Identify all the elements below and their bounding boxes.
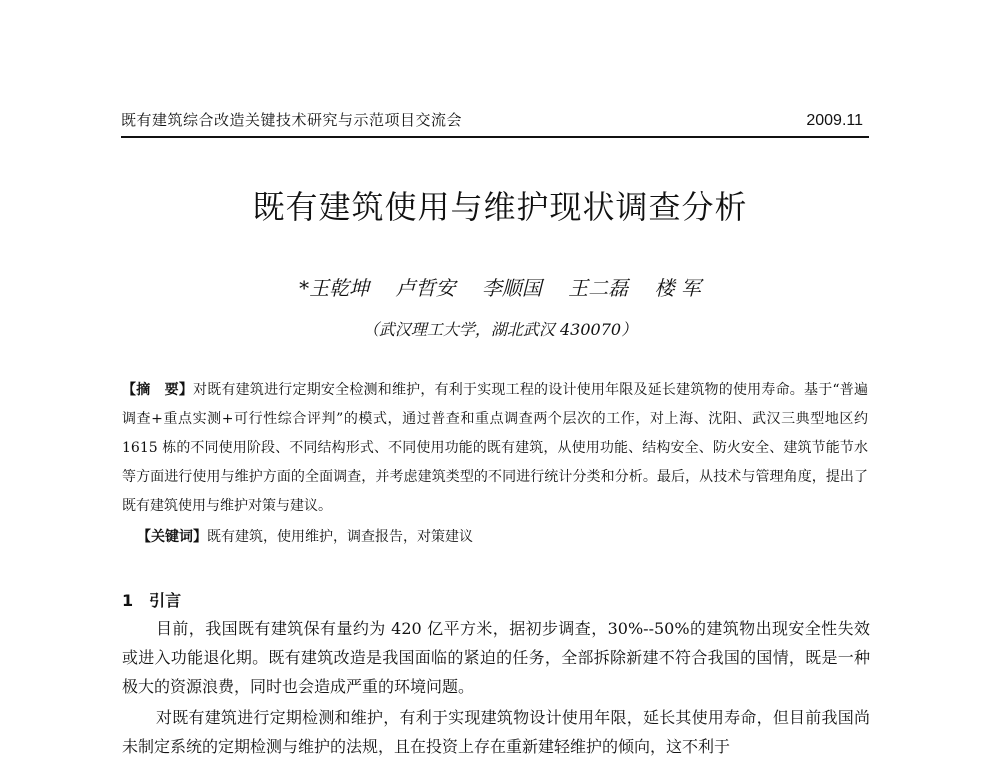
author-list [0,272,1000,301]
publication-date: 2009.11 [806,112,863,129]
section-number: 1 [122,591,134,610]
abstract-text: 对既有建筑进行定期安全检测和维护，有利于实现工程的设计使用年限及延长建筑物的使用寿命。基于“普遍调查+重点实测+可行性综合评判”的模式，通过普查和重点调查两个层次的工作，对上海、沈阳、武汉三典型地区约 1615 栋的不同使用阶段、不同结构形式、不同使用功能的既有建筑，从使用功能、结构安全、防火安全、建筑节能节水等方面进行使用与维护方面的全面调查，并考虑建筑类型的不同进行统计分类和分析。最后，从技术与管理角度，提出了既有建筑使用与维护对策与建议。 [122,382,869,514]
author: 李顺国 [481,276,542,300]
section-title: 引言 [149,591,182,610]
author: 楼 军 [654,276,701,300]
author: *王乾坤 [299,276,370,300]
keywords-text: 既有建筑，使用维护，调查报告，对策建议 [207,529,473,545]
keywords [137,527,867,547]
author: 卢哲安 [395,276,456,300]
paper-title: 既有建筑使用与维护现状调查分析 [252,188,748,226]
abstract [122,376,868,521]
body-paragraph: 对既有建筑进行定期检测和维护，有利于实现建筑物设计使用年限，延长其使用寿命，但目前我国尚未制定系统的定期检测与维护的法规，且在投资上存在重新建轻维护的倾向，这不利于 [122,708,870,756]
conference-name: 既有建筑综合改造关键技术研究与示范项目交流会 [121,111,463,129]
section-heading [122,588,181,611]
affiliation: （武汉理工大学，湖北武汉 430070） [362,320,638,339]
abstract-label: 【摘 要】 [122,382,194,398]
running-header [121,102,869,138]
keywords-label: 【关键词】 [137,529,207,545]
author: 王二磊 [568,276,629,300]
body-paragraph: 目前，我国既有建筑保有量约为 420 亿平方米，据初步调查，30%--50%的建筑物出现安全性失效或进入功能退化期。既有建筑改造是我国面临的紧迫的任务，全部拆除新建不符合我国的国情，既是一种极大的资源浪费，同时也会造成严重的环境问题。 [122,619,870,696]
